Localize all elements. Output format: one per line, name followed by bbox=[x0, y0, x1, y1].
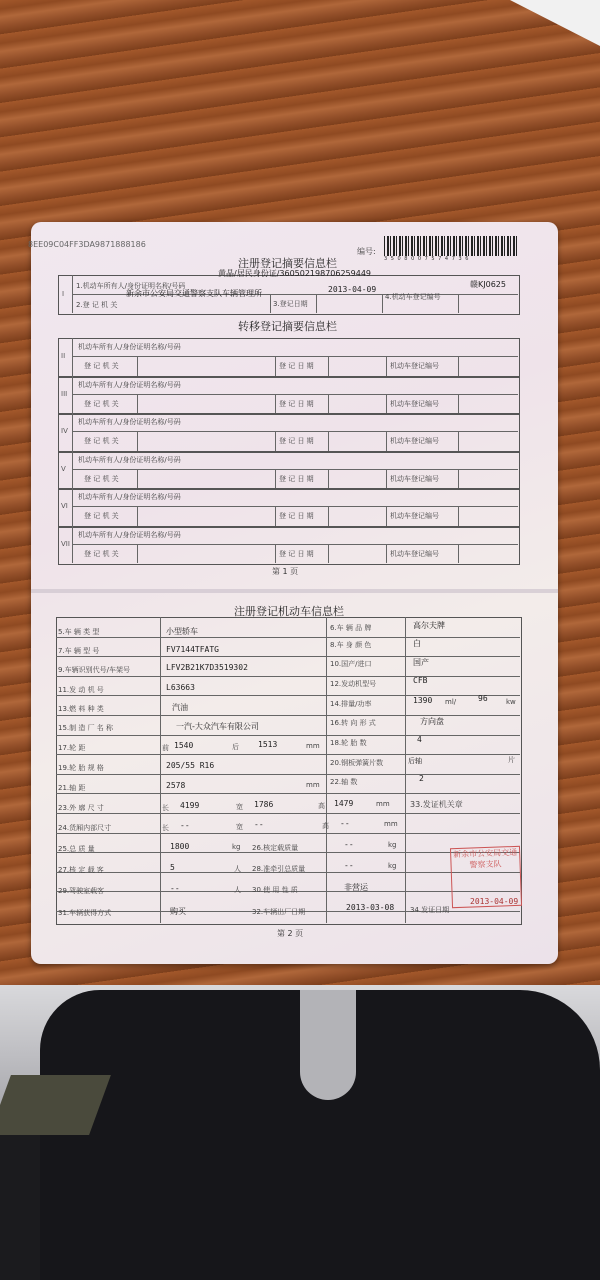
floor-gap bbox=[300, 990, 356, 1100]
acq-label: 31.车辆获得方式 bbox=[58, 909, 112, 917]
wheelbase-value: 2578 bbox=[166, 781, 186, 790]
divider bbox=[137, 356, 138, 376]
serial-code: 8EE09C04FF3DA9871888186 bbox=[28, 240, 146, 249]
divider bbox=[275, 431, 276, 451]
transfer-date-label: 登 记 日 期 bbox=[279, 362, 314, 370]
divider bbox=[386, 431, 387, 451]
track-front: 1540 bbox=[174, 741, 194, 750]
transfer-regno-label: 机动车登记编号 bbox=[390, 399, 439, 408]
transfer-roman: VII bbox=[61, 539, 70, 548]
page2-label: 第 2 页 bbox=[277, 929, 304, 938]
reg-date-value: 2013-04-09 bbox=[328, 285, 377, 294]
cargo-w: -- bbox=[254, 820, 264, 829]
divider bbox=[56, 833, 520, 834]
displacement-value: 1390 bbox=[413, 696, 433, 705]
divider bbox=[386, 356, 387, 376]
divider bbox=[137, 469, 138, 489]
model-value: FV7144TFATG bbox=[166, 645, 219, 654]
transfer-roman: VI bbox=[61, 502, 68, 510]
owner-label: 1.机动车所有人/身份证明名称/号码 bbox=[76, 282, 186, 290]
cargo-unit: mm bbox=[384, 820, 398, 828]
divider bbox=[326, 617, 327, 923]
dims-w-label: 宽 bbox=[236, 803, 243, 811]
tire-spec-label: 19.轮 胎 规 格 bbox=[58, 764, 104, 772]
divider bbox=[56, 813, 520, 814]
origin-label: 10.国产/进口 bbox=[330, 660, 372, 668]
tow-label: 28.准牵引总质量 bbox=[252, 865, 306, 873]
color-label: 8.车 身 颜 色 bbox=[330, 641, 372, 649]
wheelbase-unit: mm bbox=[306, 781, 320, 789]
dims-h: 1479 bbox=[334, 799, 354, 808]
track-rear: 1513 bbox=[258, 740, 278, 749]
divider bbox=[405, 617, 406, 923]
track-label: 17.轮 距 bbox=[58, 744, 86, 752]
divider bbox=[386, 506, 387, 526]
mass-unit: kg bbox=[232, 843, 241, 851]
paper-corner bbox=[510, 0, 600, 46]
issue-date-label: 34.发证日期 bbox=[410, 906, 450, 914]
displacement-label: 14.排量/功率 bbox=[330, 700, 372, 708]
divider bbox=[275, 394, 276, 414]
divider bbox=[72, 544, 518, 545]
dims-l: 4199 bbox=[180, 801, 200, 810]
barcode-number: 3 5 0 8 0 0 7 5 7 4 7 3 6 bbox=[384, 256, 470, 262]
divider bbox=[458, 431, 459, 451]
cab-label: 29.驾驶室载客 bbox=[58, 887, 105, 895]
divider bbox=[137, 394, 138, 414]
springs-value: 后轴 bbox=[408, 757, 422, 765]
power-value: 96 bbox=[478, 694, 488, 703]
divider bbox=[458, 506, 459, 526]
divider bbox=[458, 394, 459, 414]
divider bbox=[72, 356, 518, 357]
divider bbox=[316, 294, 317, 313]
model-label: 7.车 辆 型 号 bbox=[58, 647, 100, 655]
divider bbox=[386, 394, 387, 414]
tires-label: 18.轮 胎 数 bbox=[330, 739, 367, 747]
maker-value: 一汽-大众汽车有限公司 bbox=[176, 722, 259, 731]
springs-unit: 片 bbox=[508, 756, 515, 764]
divider bbox=[56, 715, 520, 716]
divider bbox=[72, 431, 518, 432]
divider bbox=[328, 356, 329, 376]
track-unit: mm bbox=[306, 742, 320, 750]
divider bbox=[72, 506, 518, 507]
transfer-roman: II bbox=[61, 352, 66, 360]
divider bbox=[458, 469, 459, 489]
divider bbox=[137, 544, 138, 564]
issuer-label: 33.发证机关章 bbox=[410, 800, 463, 809]
barcode bbox=[384, 236, 519, 256]
divider bbox=[270, 294, 271, 313]
transfer-date-label: 登 记 日 期 bbox=[279, 512, 314, 520]
use-value: 非营运 bbox=[344, 883, 368, 892]
divider bbox=[72, 469, 518, 470]
transfer-date-label: 登 记 日 期 bbox=[279, 399, 314, 408]
wheelbase-label: 21.轴 距 bbox=[58, 784, 86, 792]
transfer-roman: IV bbox=[61, 427, 68, 435]
divider bbox=[458, 356, 459, 376]
divider bbox=[56, 735, 520, 736]
cargo-l: -- bbox=[180, 821, 190, 830]
divider bbox=[160, 617, 161, 923]
divider bbox=[328, 469, 329, 489]
dims-label: 23.外 廓 尺 寸 bbox=[58, 804, 104, 812]
transfer-authority-label: 登 记 机 关 bbox=[84, 399, 119, 408]
official-seal: 新余市公安局交通警察支队 bbox=[450, 846, 522, 908]
transfer-authority-label: 登 记 机 关 bbox=[84, 474, 119, 483]
axles-value: 2 bbox=[419, 774, 424, 783]
color-value: 白 bbox=[413, 639, 421, 648]
transfer-owner-label: 机动车所有人/身份证明名称/号码 bbox=[78, 455, 181, 464]
seats-unit: 人 bbox=[234, 865, 241, 873]
issue-date-value: 2013-04-09 bbox=[470, 897, 519, 906]
divider bbox=[137, 431, 138, 451]
transfer-owner-label: 机动车所有人/身份证明名称/号码 bbox=[78, 343, 181, 351]
dims-l-label: 长 bbox=[162, 804, 169, 812]
brand-label: 6.车 辆 品 牌 bbox=[330, 624, 372, 632]
section1-title: 注册登记摘要信息栏 bbox=[238, 257, 337, 270]
roman-I: I bbox=[62, 290, 65, 298]
load-label: 26.核定载质量 bbox=[252, 844, 299, 852]
transfer-regno-label: 机动车登记编号 bbox=[390, 549, 439, 558]
transfer-owner-label: 机动车所有人/身份证明名称/号码 bbox=[78, 493, 181, 501]
divider bbox=[275, 469, 276, 489]
steering-value: 方向盘 bbox=[420, 717, 444, 726]
track-front-label: 前 bbox=[162, 744, 169, 752]
mass-label: 25.总 质 量 bbox=[58, 845, 95, 853]
transfer-owner-label: 机动车所有人/身份证明名称/号码 bbox=[78, 380, 181, 389]
tires-value: 4 bbox=[417, 735, 422, 744]
cargo-label: 24.货厢内部尺寸 bbox=[58, 824, 112, 832]
transfer-roman: V bbox=[61, 464, 66, 473]
number-label: 编号: bbox=[357, 247, 376, 256]
engine-model-value: CFB bbox=[413, 676, 428, 685]
transfer-date-label: 登 记 日 期 bbox=[279, 549, 314, 558]
divider bbox=[458, 544, 459, 564]
tow-value: -- bbox=[344, 861, 354, 870]
vehicle-title: 注册登记机动车信息栏 bbox=[234, 605, 344, 618]
acq-value: 购买 bbox=[170, 907, 186, 916]
dims-w: 1786 bbox=[254, 800, 274, 809]
divider bbox=[56, 637, 520, 638]
type-value: 小型轿车 bbox=[166, 627, 198, 636]
transfer-owner-label: 机动车所有人/身份证明名称/号码 bbox=[78, 530, 181, 539]
divider bbox=[275, 506, 276, 526]
engine-label: 11.发 动 机 号 bbox=[58, 686, 104, 694]
divider bbox=[56, 656, 520, 657]
transfer-authority-label: 登 记 机 关 bbox=[84, 512, 119, 520]
cargo-h-label: 高 bbox=[322, 822, 329, 830]
divider bbox=[275, 544, 276, 564]
authority-value: 新余市公安局交通警察支队车辆管理所 bbox=[126, 289, 262, 298]
tire-spec-value: 205/55 R16 bbox=[166, 761, 215, 770]
transfer-regno-label: 机动车登记编号 bbox=[390, 437, 439, 445]
divider bbox=[72, 394, 518, 395]
divider bbox=[328, 394, 329, 414]
type-label: 5.车 辆 类 型 bbox=[58, 628, 100, 636]
cab-value: -- bbox=[170, 884, 180, 893]
engine-value: L63663 bbox=[166, 683, 195, 692]
origin-value: 国产 bbox=[413, 658, 429, 667]
displacement-unit: ml/ bbox=[445, 698, 457, 706]
transfer-title: 转移登记摘要信息栏 bbox=[238, 320, 337, 333]
transfer-owner-label: 机动车所有人/身份证明名称/号码 bbox=[78, 418, 181, 426]
load-unit: kg bbox=[388, 841, 397, 849]
vin-label: 9.车辆识别代号/车架号 bbox=[58, 666, 131, 674]
dims-h-label: 高 bbox=[318, 802, 325, 810]
page1-label: 第 1 页 bbox=[272, 567, 299, 576]
cargo-w-label: 宽 bbox=[236, 823, 243, 831]
tow-unit: kg bbox=[388, 862, 397, 870]
axles-label: 22.轴 数 bbox=[330, 778, 358, 786]
page-fold bbox=[31, 589, 558, 593]
use-label: 30.使 用 性 质 bbox=[252, 886, 298, 894]
factory-date-label: 32.车辆出厂日期 bbox=[252, 908, 306, 916]
reg-date-label: 3.登记日期 bbox=[273, 300, 308, 308]
vin-value: LFV2B21K7D3519302 bbox=[166, 663, 248, 672]
brand-value: 高尔夫牌 bbox=[413, 621, 445, 630]
transfer-authority-label: 登 记 机 关 bbox=[84, 549, 119, 558]
divider bbox=[328, 544, 329, 564]
divider bbox=[328, 431, 329, 451]
divider bbox=[458, 294, 459, 313]
fuel-label: 13.燃 料 种 类 bbox=[58, 705, 104, 713]
springs-label: 20.钢板弹簧片数 bbox=[330, 759, 384, 767]
divider bbox=[56, 793, 520, 794]
dims-unit: mm bbox=[376, 800, 390, 808]
divider bbox=[386, 544, 387, 564]
track-rear-label: 后 bbox=[232, 743, 239, 751]
divider bbox=[137, 506, 138, 526]
transfer-date-label: 登 记 日 期 bbox=[279, 474, 314, 483]
seats-value: 5 bbox=[170, 863, 175, 872]
load-value: -- bbox=[344, 840, 354, 849]
transfer-regno-label: 机动车登记编号 bbox=[390, 474, 439, 483]
engine-model-label: 12.发动机型号 bbox=[330, 680, 377, 688]
transfer-authority-label: 登 记 机 关 bbox=[84, 362, 119, 370]
maker-label: 15.制 造 厂 名 称 bbox=[58, 724, 114, 732]
steering-label: 16.转 向 形 式 bbox=[330, 719, 376, 727]
power-unit: kw bbox=[506, 698, 516, 706]
transfer-regno-label: 机动车登记编号 bbox=[390, 362, 439, 370]
cargo-h: -- bbox=[340, 819, 350, 828]
divider bbox=[56, 774, 520, 775]
cargo-l-label: 长 bbox=[162, 824, 169, 832]
transfer-roman: III bbox=[61, 389, 68, 398]
factory-date-value: 2013-03-08 bbox=[346, 903, 395, 912]
owner-value: 黄晶/居民身份证/360502198706259449 bbox=[218, 269, 372, 278]
authority-label: 2.登 记 机 关 bbox=[76, 301, 118, 309]
divider bbox=[56, 676, 520, 677]
divider bbox=[328, 506, 329, 526]
divider bbox=[56, 754, 520, 755]
fuel-value: 汽油 bbox=[172, 703, 188, 712]
regno-value: 赣KJ0625 bbox=[470, 280, 506, 289]
regno-label: 4.机动车登记编号 bbox=[385, 293, 441, 301]
transfer-regno-label: 机动车登记编号 bbox=[390, 512, 439, 520]
transfer-date-label: 登 记 日 期 bbox=[279, 437, 314, 445]
seats-label: 27.核 定 载 客 bbox=[58, 866, 104, 874]
transfer-authority-label: 登 记 机 关 bbox=[84, 437, 119, 445]
divider bbox=[275, 356, 276, 376]
divider bbox=[386, 469, 387, 489]
divider bbox=[56, 695, 520, 696]
divider bbox=[382, 294, 383, 313]
mass-value: 1800 bbox=[170, 842, 190, 851]
cab-unit: 人 bbox=[234, 886, 241, 894]
